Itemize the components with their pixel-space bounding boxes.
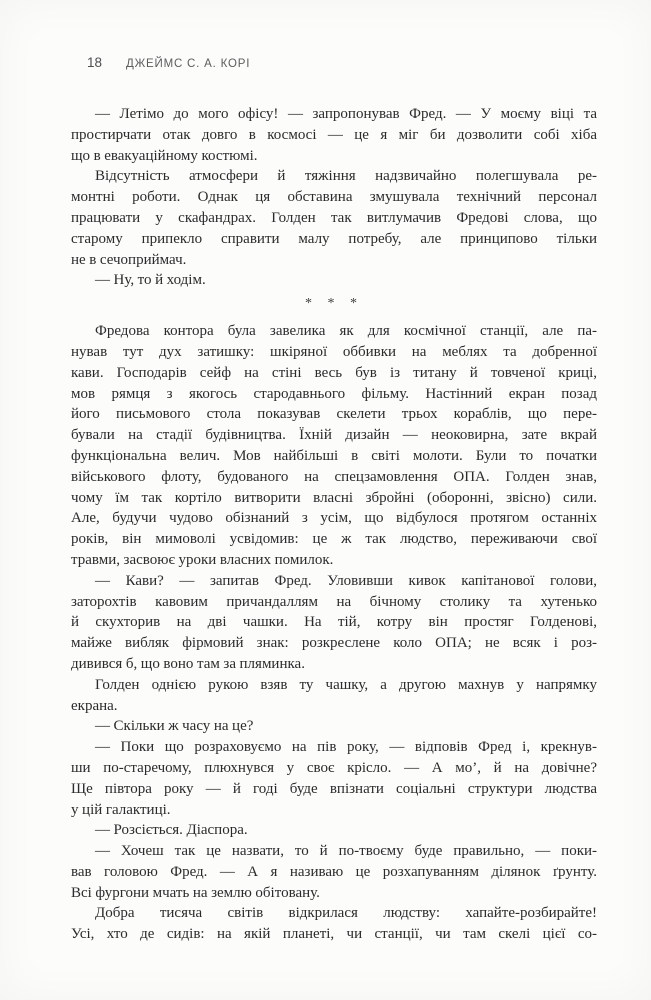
text-line: ши по-старечому, плюхнувся у своє крісло. — А мо’, й на довічне? [71, 759, 597, 776]
text-block [71, 104, 597, 945]
text-line: старому припекло справити малу потребу, але принципово тільки [71, 230, 597, 247]
running-title: ДЖЕЙМС С. А. КОРІ [126, 58, 251, 70]
text-line: Всі фургони мчать на землю обітовану. [71, 884, 320, 901]
text-line: чому їм так кортіло витворити власні збройні (оборонні, звісно) сили. [71, 489, 597, 506]
text-line: екрана. [71, 697, 118, 714]
text-line: дивився б, що воно там за пляминка. [71, 655, 305, 672]
text-line: — Ну, то й ходім. [95, 272, 206, 289]
text-line: його письмового стола показував скелети трьох кораблів, що пере- [71, 406, 597, 423]
text-line: й скухторив на дві чашки. На тій, котру він простяг Голденові, [71, 614, 597, 631]
text-line: — Поки що розраховуємо на пів року, — відповів Фред і, крекнув- [95, 739, 597, 756]
text-line: вав головою Фред. — А я називаю це розхапуванням ділянок ґрунту. [71, 863, 597, 880]
paragraph [71, 270, 597, 291]
text-line: функціональна велич. Мов найбільші в світі молоти. Були то початки [71, 447, 597, 464]
text-line: Голден однією рукою взяв ту чашку, а другою махнув у напрямку [95, 676, 597, 693]
text-line: працювати у скафандрах. Голден так витлумачив Фредові слова, що [71, 209, 597, 226]
text-line: — Кави? — запитав Фред. Уловивши кивок капітанової голови, [95, 572, 597, 589]
paragraph [71, 716, 597, 737]
paragraph [71, 841, 597, 903]
section-before-separator [71, 104, 597, 291]
paragraph [71, 820, 597, 841]
section-separator: * * * [305, 296, 363, 312]
section-after-separator [71, 321, 597, 945]
text-line: що в евакуаційному костюмі. [71, 147, 258, 164]
paragraph [71, 737, 597, 820]
text-line: травми, засвоює уроки власних помилок. [71, 551, 334, 568]
page-header [87, 55, 250, 70]
paragraph [71, 903, 597, 945]
paragraph [71, 104, 597, 166]
text-line: — Хочеш так це назвати, то й по-твоєму буде правильно, — поки- [95, 843, 597, 860]
text-line: Але, будучи чудово обізнаний з усім, що відбулося протягом останніх [71, 510, 597, 527]
text-line: нував тут дух затишку: шкіряної оббивки на меблях та добренної [71, 343, 597, 360]
text-line: Добра тисяча світів відкрилася людству: хапайте-розбирайте! [95, 905, 597, 922]
text-line: — Розсіється. Діаспора. [95, 822, 248, 839]
paragraph [71, 675, 597, 717]
text-line: майже вибляк фірмовий знак: розкреслене коло ОПА; не всяк і роз- [71, 635, 597, 652]
text-line: військового флоту, будованого на спецзамовлення ОПА. Голден знав, [71, 468, 597, 485]
text-line: Фредова контора була завелика як для космічної станції, але па- [95, 323, 597, 340]
text-line: Усі, хто де сидів: на якій планеті, чи станції, чи там скелі цієї со- [71, 926, 597, 943]
paragraph [71, 166, 597, 270]
text-line: монтні роботи. Однак ця обставина змушувала технічний персонал [71, 189, 597, 206]
text-line: років, він мимоволі усвідомив: це ж так людство, переживаючи свої [71, 531, 597, 548]
text-line: — Скільки ж часу на це? [95, 718, 254, 735]
text-line: простирчати отак довго в космосі — це я міг би дозволити собі хіба [71, 126, 597, 143]
text-line: у цій галактиці. [71, 801, 171, 818]
text-line: кави. Господарів сейф на стіні весь був із титану й товченої криці, [71, 364, 597, 381]
text-line: бували на стадії будівництва. Їхній дизайн — неоковирна, зате вкрай [71, 427, 597, 444]
text-line: Відсутність атмосфери й тяжіння надзвичайно полегшувала ре- [95, 168, 597, 185]
text-line: мов рямця з якогось стародавнього фільму. Настінний екран позад [71, 385, 597, 402]
paragraph [71, 571, 597, 675]
text-line: — Летімо до мого офісу! — запропонував Фред. — У моєму віці та [95, 106, 597, 122]
page-number: 18 [87, 55, 103, 70]
text-line: заторохтів кавовим причандаллям на бічному столику та хутенько [71, 593, 597, 610]
text-line: не в сечоприймач. [71, 251, 187, 268]
text-line: Ще півтора року — й годі буде впізнати соціальні структури людства [71, 780, 597, 797]
paragraph [71, 321, 597, 571]
